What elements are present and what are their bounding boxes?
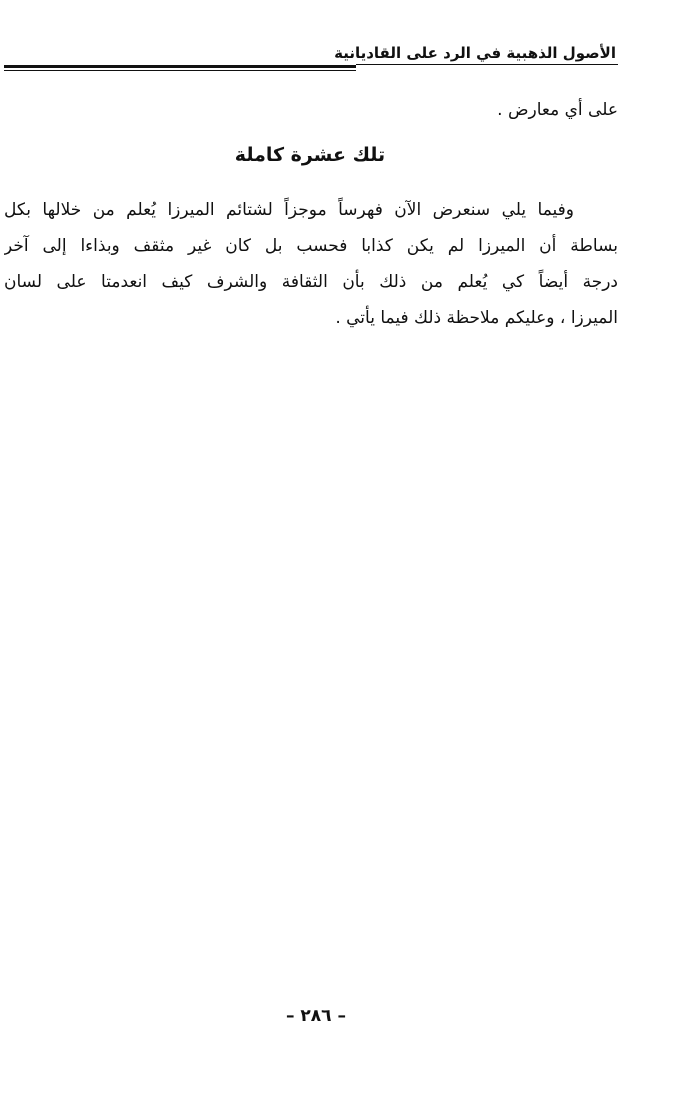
header-rule-thick: [4, 65, 356, 68]
header-rule-underline: [356, 64, 618, 65]
paragraph-line: درجة أيضاً كي يُعلم من ذلك بأن الثقافة والشرف كيف انعدمتا على لسان: [4, 272, 618, 292]
paragraph-line: الميرزا ، وعليكم ملاحظة ذلك فيما يأتي .: [335, 308, 618, 328]
section-heading: تلك عشرة كاملة: [234, 144, 386, 166]
body-paragraph: [4, 192, 618, 336]
opening-line: على أي معارض .: [497, 100, 618, 120]
running-header: الأصول الذهبية في الرد على القاديانية: [334, 44, 616, 62]
header-rule-thin: [4, 70, 356, 71]
paragraph-line: وفيما يلي سنعرض الآن فهرساً موجزاً لشتائم الميرزا يُعلم من خلالها بكل: [4, 200, 574, 220]
page-number: – ٢٨٦ –: [286, 1006, 346, 1026]
paragraph-line: بساطة أن الميرزا لم يكن كذابا فحسب بل كان غير مثقف وبذاءا إلى آخر: [4, 236, 618, 256]
